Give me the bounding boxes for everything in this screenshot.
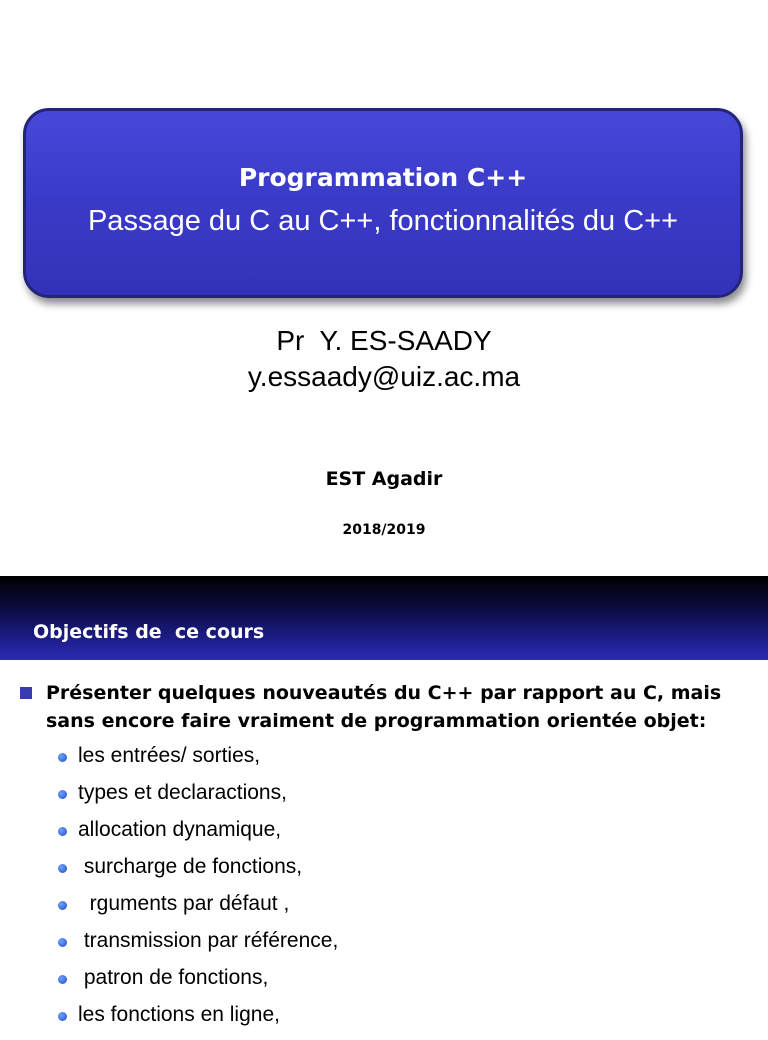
author-email: y.essaady@uiz.ac.ma [247, 361, 521, 392]
main-bullet-line-2: sans encore faire vraiment de programmation orientée objet: [46, 710, 707, 732]
author-name: Pr Y. ES-SAADY [276, 325, 492, 356]
main-bullet-line-1: Présenter quelques nouveautés du C++ par rapport au C, mais [46, 682, 722, 704]
dot-bullet-icon [58, 827, 67, 836]
academic-year: 2018/2019 [342, 522, 426, 538]
slide-header-title: Objectifs de ce cours [33, 621, 265, 643]
dot-bullet-icon [58, 753, 67, 762]
dot-bullet-icon [58, 864, 67, 873]
title-box [23, 108, 743, 298]
title-line-2: Passage du C au C++, fonctionnalités du C++ [87, 205, 679, 237]
slide-objectives: Objectifs de ce cours Présenter quelques nouveautés du C++ par rapport au C, mais sans encore faire vraiment de programmation orientée objet: les entrées/ sorties, types et declaractions, allocation dynamique, surcharge de fonctions, rguments par défaut , transmission par référence, patron de fonctions, les fonctions en ligne, [0, 576, 768, 1024]
dot-bullet-icon [58, 938, 67, 947]
author-block [0, 323, 768, 395]
main-bullet [18, 679, 748, 735]
main-bullet-text [46, 679, 748, 735]
slide-header-bar [0, 576, 768, 660]
dot-bullet-icon [58, 1012, 67, 1021]
dot-bullet-icon [58, 901, 67, 910]
title-line-1: Programmation C++ [238, 163, 528, 192]
dot-bullet-icon [58, 975, 67, 984]
square-bullet-icon [20, 687, 32, 699]
dot-bullet-icon [58, 790, 67, 799]
institution: EST Agadir [325, 468, 443, 490]
